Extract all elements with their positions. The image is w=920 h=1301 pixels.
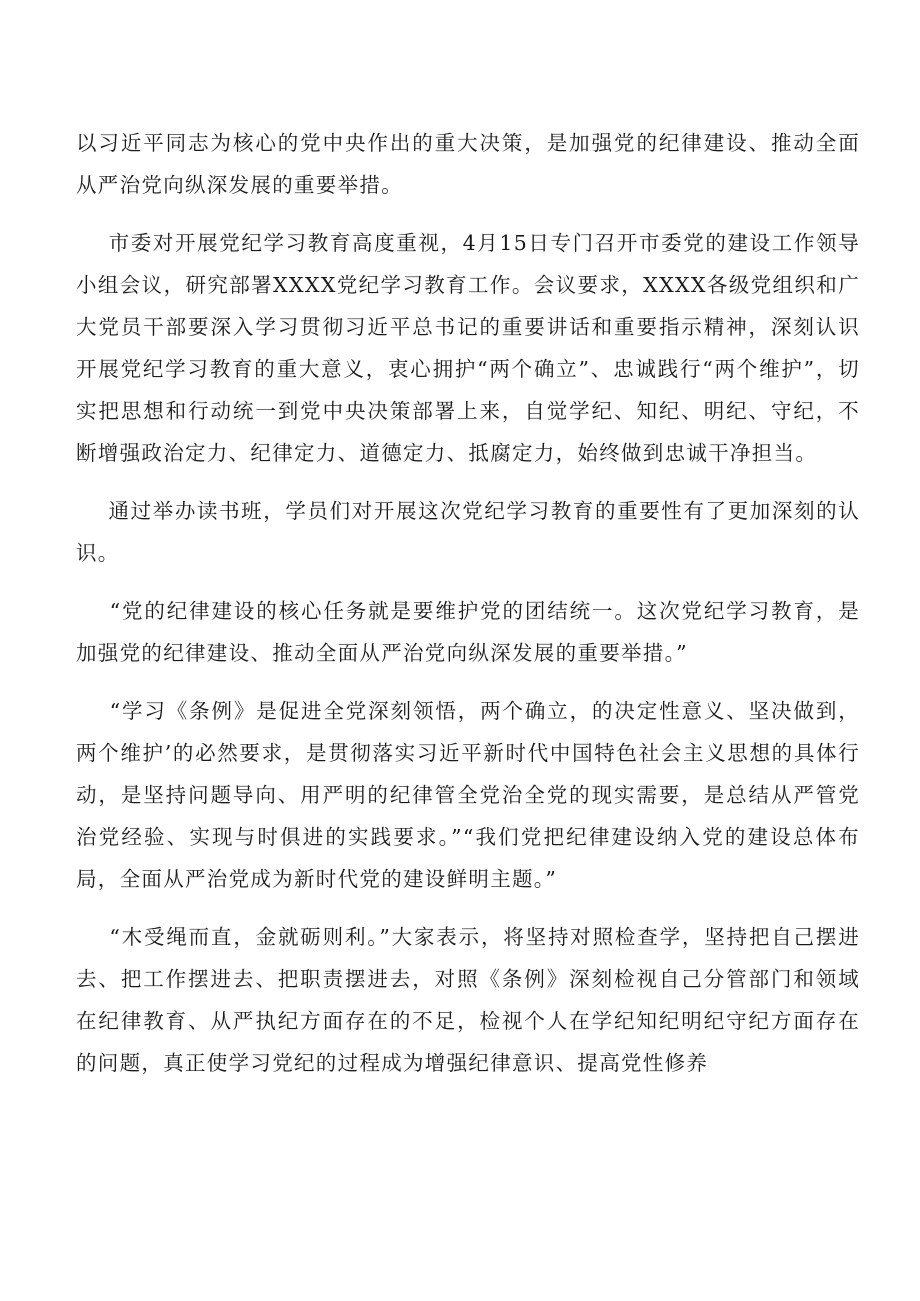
paragraph-5: “学习《条例》是促进全党深刻领悟，两个确立，的决定性意义、坚决做到，两个维护’的必然要求，是贯彻落实习近平新时代中国特色社会主义思想的具体行动，是坚持问题导向、用严明的纪律管全党治全党的现实需要，是总结从严管党治党经验、实现与时俱进的实践要求。”“我们党把纪律建设纳入党的建设总体布局，全面从严治党成为新时代党的建设鲜明主题。” bbox=[76, 699, 861, 891]
paragraph-2: 市委对开展党纪学习教育高度重视，4月15日专门召开市委党的建设工作领导小组会议，研究部署XXXX党纪学习教育工作。会议要求，XXXX各级党组织和广大党员干部要深入学习贯彻习近平总书记的重要讲话和重要指示精神，深刻认识开展党纪学习教育的重大意义，衷心拥护“两个确立”、忠诚践行“两个维护”，切实把思想和行动统一到党中央决策部署上来，自觉学纪、知纪、明纪、守纪，不断增强政治定力、纪律定力、道德定力、抵腐定力，始终做到忠诚干净担当。 bbox=[76, 231, 860, 465]
paragraph-1: 以习近平同志为核心的党中央作出的重大决策，是加强党的纪律建设、推动全面从严治党向纵深发展的重要举措。 bbox=[76, 131, 860, 197]
paragraph-6: “木受绳而直，金就砺则利。”大家表示，将坚持对照检查学，坚持把自己摆进去、把工作摆进去、把职责摆进去，对照《条例》深刻检视自己分管部门和领域在纪律教育、从严执纪方面存在的不足，检视个人在学纪知纪明纪守纪方面存在的问题，真正使学习党纪的过程成为增强纪律意识、提高党性修养 bbox=[76, 925, 860, 1075]
paragraph-4: “党的纪律建设的核心任务就是要维护党的团结统一。这次党纪学习教育，是加强党的纪律建设、推动全面从严治党向纵深发展的重要举措。” bbox=[76, 599, 861, 665]
paragraph-3: 通过举办读书班，学员们对开展这次党纪学习教育的重要性有了更加深刻的认识。 bbox=[76, 499, 860, 565]
